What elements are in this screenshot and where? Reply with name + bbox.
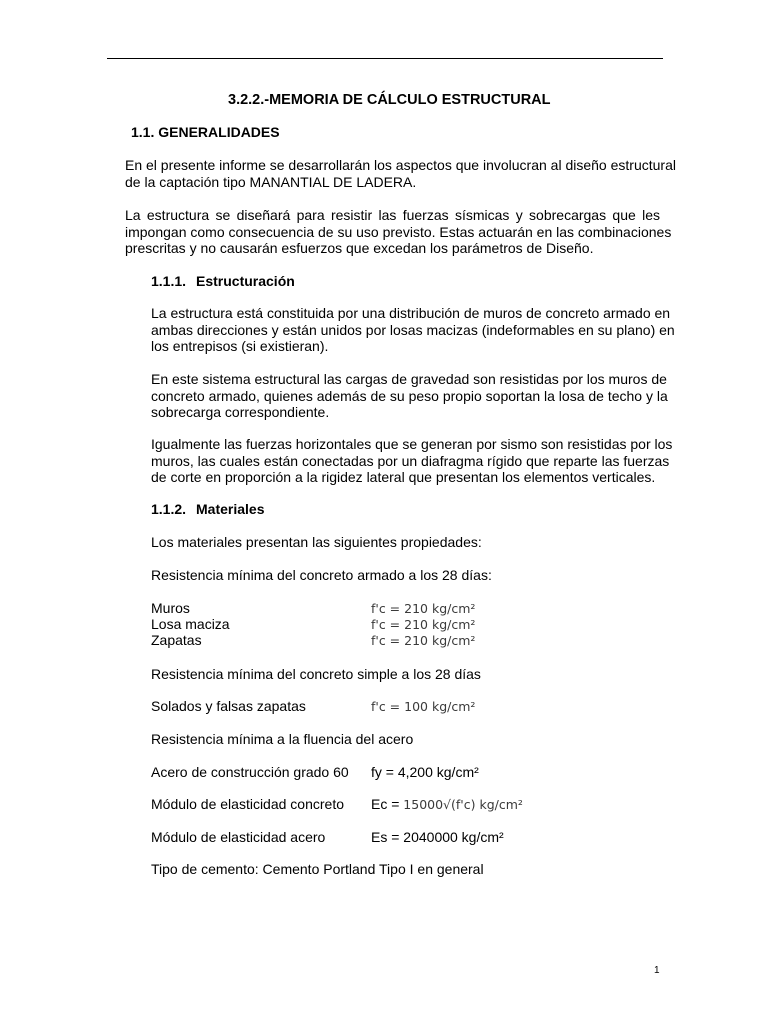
property-label-zapatas: Zapatas	[151, 632, 202, 648]
text-line: ambas direcciones y están unidos por losas macizas (indeformables en su plano) en	[151, 321, 675, 338]
subsection-number: 1.1.1.	[151, 273, 187, 289]
property-value-zapatas: f'c = 210 kg/cm²	[371, 633, 476, 648]
text-line: Igualmente las fuerzas horizontales que se generan por sismo son resistidas por los	[151, 436, 673, 452]
concreto-armado-heading: Resistencia mínima del concreto armado a los 28 días:	[151, 567, 492, 583]
property-label-solados: Solados y falsas zapatas	[151, 698, 306, 714]
text-line: prescritas y no causarán esfuerzos que excedan los parámetros de Diseño.	[125, 240, 594, 256]
paragraph-generalidades-2	[125, 207, 672, 257]
property-value-modulo-acero: Es = 2040000 kg/cm²	[371, 829, 504, 845]
property-value-muros: f'c = 210 kg/cm²	[371, 601, 476, 616]
subsection-number: 1.1.2.	[151, 501, 187, 517]
subsection-heading-estructuracion	[151, 273, 295, 289]
property-label-muros: Muros	[151, 600, 190, 616]
text-line: En el presente informe se desarrollarán los aspectos que involucran al diseño estructural	[125, 157, 676, 173]
text-line: de corte en proporción a la rigidez lateral que presentan los elementos verticales.	[151, 469, 656, 485]
property-label-acero: Acero de construcción grado 60	[151, 764, 349, 780]
text-line: En este sistema estructural las cargas de gravedad son resistidas por los muros de	[151, 371, 667, 387]
paragraph-estructuracion-2	[151, 371, 668, 421]
formula-prefix: Ec =	[371, 796, 404, 812]
property-label-losa-maciza: Losa maciza	[151, 616, 230, 632]
paragraph-estructuracion-3	[151, 436, 672, 486]
formula-expression: 15000√(f'c) kg/cm²	[403, 797, 523, 812]
property-value-acero: fy = 4,200 kg/cm²	[371, 764, 479, 780]
page-number: 1	[654, 965, 660, 976]
text-line: concreto armado, quienes además de su peso propio soportan la losa de techo y la	[151, 387, 668, 404]
text-line: de la captación tipo MANANTIAL DE LADERA.	[125, 173, 417, 190]
text-line: La estructura está constituida por una distribución de muros de concreto armado en	[151, 305, 671, 321]
subsection-title: Materiales	[196, 501, 265, 517]
text-line: muros, las cuales están conectadas por un diafragma rígido que reparte las fuerzas	[151, 452, 670, 469]
paragraph-estructuracion-1	[151, 305, 675, 355]
section-heading-generalidades: 1.1. GENERALIDADES	[131, 124, 280, 140]
subsection-title: Estructuración	[196, 273, 295, 289]
property-value-losa-maciza: f'c = 210 kg/cm²	[371, 617, 476, 632]
concreto-simple-heading: Resistencia mínima del concreto simple a los 28 días	[151, 666, 481, 682]
materiales-intro: Los materiales presentan las siguientes propiedades:	[151, 534, 482, 550]
property-value-modulo-concreto	[371, 796, 523, 812]
property-label-modulo-acero: Módulo de elasticidad acero	[151, 829, 326, 845]
tipo-cemento: Tipo de cemento: Cemento Portland Tipo I en general	[151, 861, 484, 877]
subsection-heading-materiales	[151, 501, 264, 517]
text-line: impongan como consecuencia de su uso previsto. Estas actuarán en las combinaciones	[125, 223, 672, 240]
property-label-modulo-concreto: Módulo de elasticidad concreto	[151, 796, 345, 812]
text-line: sobrecarga correspondiente.	[151, 404, 330, 420]
property-value-solados: f'c = 100 kg/cm²	[371, 699, 476, 714]
document-title: 3.2.2.-MEMORIA DE CÁLCULO ESTRUCTURAL	[228, 92, 551, 108]
header-rule	[107, 58, 663, 59]
paragraph-generalidades-1	[125, 157, 676, 190]
text-line: los entrepisos (si existieran).	[151, 338, 329, 354]
text-line: La estructura se diseñará para resistir las fuerzas sísmicas y sobrecargas que les	[125, 207, 660, 223]
acero-heading: Resistencia mínima a la fluencia del acero	[151, 731, 414, 747]
